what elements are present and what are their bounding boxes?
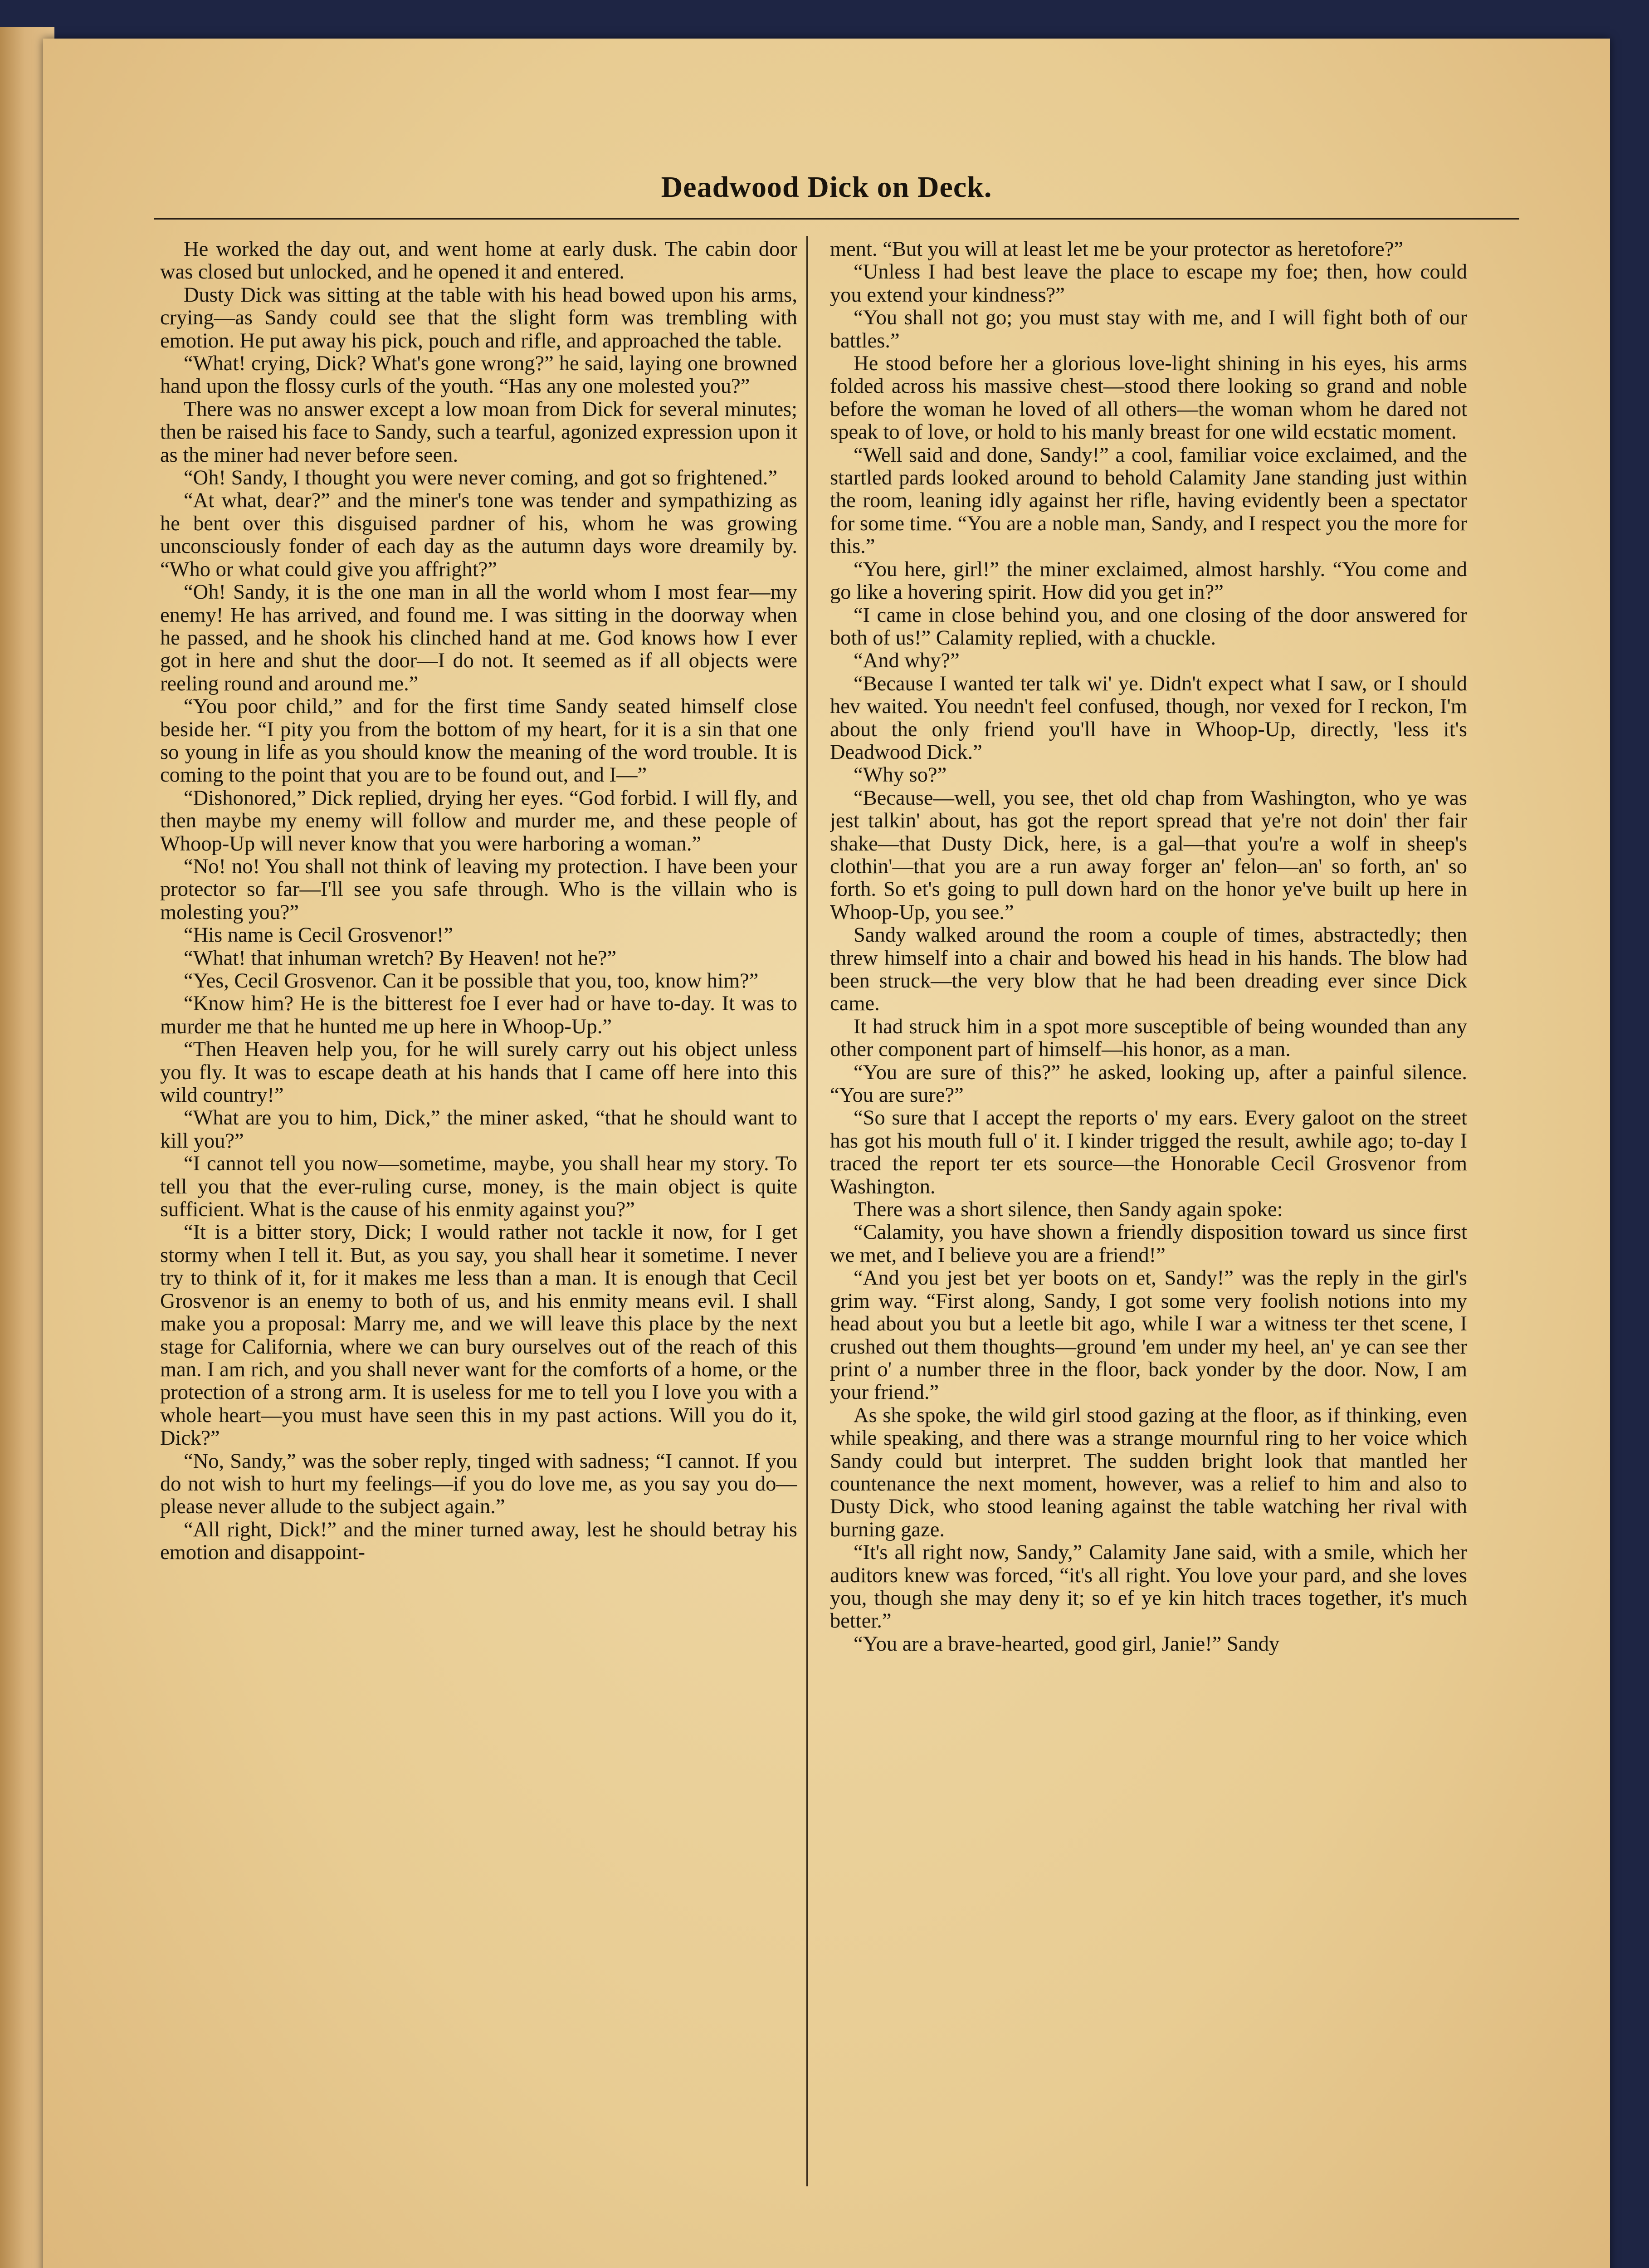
paragraph: “Because I wanted ter talk wi' ye. Didn't expect what I saw, or I should hev waited. You needn't feel confused, though, nor vexed for I reckon, I'm about the only friend you'll have in Whoop-Up, directly, 'less it's Deadwood Dick.” — [830, 672, 1467, 764]
paragraph: There was a short silence, then Sandy again spoke: — [854, 1198, 1283, 1222]
paragraph: “All right, Dick!” and the miner turned away, lest he should betray his emotion and disappoint- — [160, 1518, 797, 1564]
paragraph: “What! that inhuman wretch? By Heaven! not he?” — [184, 946, 617, 970]
text-column-right — [830, 238, 1467, 2229]
paragraph: “No, Sandy,” was the sober reply, tinged with sadness; “I cannot. If you do not wish to hurt my feelings—if you do love me, as you say you do—please never allude to the subject again.” — [160, 1449, 797, 1519]
running-title: Deadwood Dick on Deck. — [661, 171, 992, 204]
paragraph: “Oh! Sandy, it is the one man in all the world whom I most fear—my enemy! He has arrived, and found me. I was sitting in the doorway when he passed, and he shook his clinched hand at me. God knows how I ever got in here and shut the door—I do not. It seemed as if all objects were reeling round and around me.” — [160, 581, 797, 695]
paragraph: “And you jest bet yer boots on et, Sandy!” was the reply in the girl's grim way. “First along, Sandy, I got some very foolish notions into my head about you but a leetle bit ago, while I war a witness ter thet scene, I crushed out them thoughts—ground 'em under my heel, an' ye can see ther print o' a number three in the floor, back yonder by the door. Now, I am your friend.” — [830, 1266, 1467, 1404]
paragraph: “You shall not go; you must stay with me, and I will fight both of our battles.” — [830, 306, 1467, 352]
paragraph: “I came in close behind you, and one closing of the door answered for both of us!” Calamity replied, with a chuckle. — [830, 603, 1467, 650]
paragraph: “Yes, Cecil Grosvenor. Can it be possible that you, too, know him?” — [184, 969, 759, 992]
paragraph: “It is a bitter story, Dick; I would rather not tackle it now, for I get stormy when I tell it. But, as you say, you shall hear it sometime. I never try to think of it, for it makes me less than a man. It is enough that Cecil Grosvenor is an enemy to both of us, and his enmity means evil. I shall make you a proposal: Marry me, and we will leave this place by the next stage for California, where we can bury ourselves out of the reach of this man. I am rich, and you shall never want for the comforts of a home, or the protection of a strong arm. It is useless for me to tell you I love you with a whole heart—you must have seen this in my past actions. Will you do it, Dick?” — [160, 1221, 797, 1450]
paragraph: “You poor child,” and for the first time Sandy seated himself close beside her. “I pity you from the bottom of my heart, for it is a sin that one so young in life as you should know the meaning of the word trouble. It is coming to the point that you are to be found out, and I—” — [160, 695, 797, 787]
paragraph: “Calamity, you have shown a friendly disposition toward us since first we met, and I believe you are a friend!” — [830, 1221, 1467, 1267]
paragraph: “You are sure of this?” he asked, looking up, after a painful silence. “You are sure?” — [830, 1061, 1467, 1107]
paragraph: He stood before her a glorious love-light shining in his eyes, his arms folded across his massive chest—stood there looking so grand and noble before the woman he loved of all others—the woman whom he dared not speak to of love, or hold to his manly breast for one wild ecstatic moment. — [830, 352, 1467, 444]
text-column-left — [160, 238, 797, 2229]
paragraph: “You are a brave-hearted, good girl, Janie!” Sandy — [854, 1632, 1280, 1656]
paragraph: “At what, dear?” and the miner's tone was tender and sympathizing as he bent over this disguised pardner of his, whom he was growing unconsciously fonder of each day as the autumn days wore dreamily by. “Who or what could give you affright?” — [160, 489, 797, 581]
paragraph: “Dishonored,” Dick replied, drying her eyes. “God forbid. I will fly, and then maybe my enemy will follow and murder me, and these people of Whoop-Up will never know that you were harboring a woman.” — [160, 786, 797, 855]
paragraph: He worked the day out, and went home at early dusk. The cabin door was closed but unlocked, and he opened it and entered. — [160, 238, 797, 284]
paragraph: “Oh! Sandy, I thought you were never coming, and got so frightened.” — [184, 466, 777, 490]
paragraph: Sandy walked around the room a couple of times, abstractedly; then threw himself into a chair and bowed his head in his hands. The blow had been struck—the very blow that he had been dreading ever since Dick came. — [830, 924, 1467, 1016]
header-rule — [154, 218, 1519, 220]
paragraph: “So sure that I accept the reports o' my ears. Every galoot on the street has got his mouth full o' it. I kinder trigged the result, awhile ago; to-day I traced the report ter ets source—the Honorable Cecil Grosvenor from Washington. — [830, 1106, 1467, 1198]
paragraph: There was no answer except a low moan from Dick for several minutes; then be raised his face to Sandy, such a tearful, agonized expression upon it as the miner had never before seen. — [160, 397, 797, 467]
paragraph: “You here, girl!” the miner exclaimed, almost harshly. “You come and go like a hovering spirit. How did you get in?” — [830, 557, 1467, 604]
paragraph: “It's all right now, Sandy,” Calamity Jane said, with a smile, which her auditors knew was forced, “it's all right. You love your pard, and she loves you, though she may deny it; so ef ye kin hitch traces together, it's much better.” — [830, 1541, 1467, 1633]
paragraph: “No! no! You shall not think of leaving my protection. I have been your protector so far—I'll see you safe through. Who is the villain who is molesting you?” — [160, 855, 797, 924]
book-page — [43, 39, 1610, 2268]
paragraph: “What are you to him, Dick,” the miner asked, “that he should want to kill you?” — [160, 1106, 797, 1153]
paragraph: As she spoke, the wild girl stood gazing at the floor, as if thinking, even while speaking, and there was a strange mournful ring to her voice which Sandy could but interpret. The sudden bright look that mantled her countenance the next moment, however, was a relief to him and also to Dusty Dick, who stood leaning against the table watching her rival with burning gaze. — [830, 1403, 1467, 1541]
paragraph: “Then Heaven help you, for he will surely carry out his object unless you fly. It was to escape death at his hands that I came off here into this wild country!” — [160, 1038, 797, 1107]
paragraph: “Well said and done, Sandy!” a cool, familiar voice exclaimed, and the startled pards looked around to behold Calamity Jane standing just within the room, leaning idly against her rifle, having evidently been a spectator for some time. “You are a noble man, Sandy, and I respect you the more for this.” — [830, 443, 1467, 558]
paragraph: “Know him? He is the bitterest foe I ever had or have to-day. It was to murder me that he hunted me up here in Whoop-Up.” — [160, 992, 797, 1038]
paragraph: “I cannot tell you now—sometime, maybe, you shall hear my story. To tell you that the ever-ruling curse, money, is the main object is quite sufficient. What is the cause of his enmity against you?” — [160, 1152, 797, 1222]
paragraph: ment. “But you will at least let me be your protector as heretofore?” — [830, 238, 1404, 261]
paragraph: Dusty Dick was sitting at the table with his head bowed upon his arms, crying—as Sandy could see that the slight form was trembling with emotion. He put away his pick, pouch and rifle, and approached the table. — [160, 283, 797, 352]
paragraph: “His name is Cecil Grosvenor!” — [184, 924, 453, 947]
paragraph: “And why?” — [854, 649, 960, 673]
column-divider — [806, 236, 808, 2186]
paragraph: It had struck him in a spot more susceptible of being wounded than any other component part of himself—his honor, as a man. — [830, 1015, 1467, 1061]
paragraph: “Unless I had best leave the place to escape my foe; then, how could you extend your kindness?” — [830, 260, 1467, 307]
paragraph: “What! crying, Dick? What's gone wrong?” he said, laying one browned hand upon the flossy curls of the youth. “Has any one molested you?” — [160, 352, 797, 398]
paragraph: “Because—well, you see, thet old chap from Washington, who ye was jest talkin' about, has got the report spread that ye're not doin' ther fair shake—that Dusty Dick, here, is a gal—that you're a wolf in sheep's clothin'—that you are a run away forger an' felon—an' so forth, an' so forth. So et's going to pull down hard on the honor ye've built up here in Whoop-Up, you see.” — [830, 786, 1467, 924]
paragraph: “Why so?” — [854, 763, 947, 787]
